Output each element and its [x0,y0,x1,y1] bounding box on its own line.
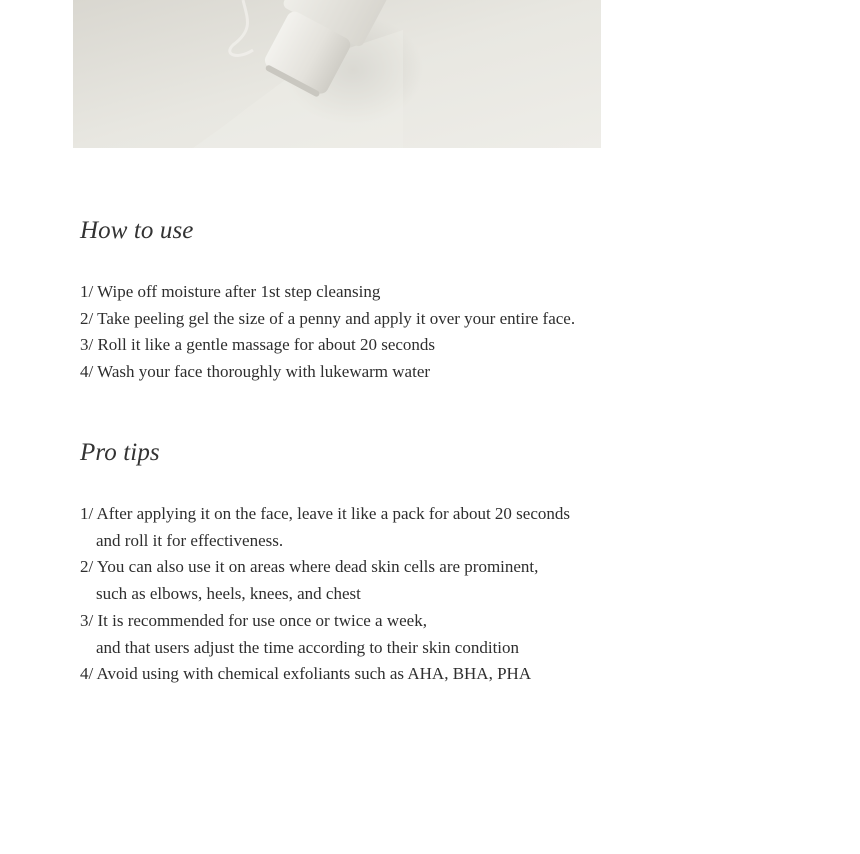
pro-tips-list [80,501,570,688]
list-item [80,608,570,661]
tip-line: 1/ After applying it on the face, leave it like a pack for about 20 seconds [80,504,571,523]
list-item: 4/ Wash your face thoroughly with lukewarm water [80,362,431,382]
tip-continuation: such as elbows, heels, knees, and chest [96,584,361,604]
product-tube-icon [73,0,601,148]
list-item: 1/ Wipe off moisture after 1st step cleansing [80,282,381,301]
list-item: 3/ Roll it like a gentle massage for about 20 seconds [80,335,436,355]
pro-tips-heading: Pro tips [80,439,160,466]
list-item [80,554,570,607]
product-photo [73,0,601,148]
how-to-use-heading: How to use [80,217,194,244]
tip-continuation: and that users adjust the time according to their skin condition [96,637,520,657]
list-item: 2/ Take peeling gel the size of a penny and apply it over your entire face. [80,308,576,328]
tip-line: 4/ Avoid using with chemical exfoliants such as AHA, BHA, PHA [80,664,532,684]
list-item [80,661,570,688]
list-item [80,501,570,554]
how-to-use-steps [80,279,575,386]
tip-continuation: and roll it for effectiveness. [96,530,284,550]
tip-line: 3/ It is recommended for use once or twice a week, [80,610,427,630]
tip-line: 2/ You can also use it on areas where dead skin cells are prominent, [80,557,539,577]
